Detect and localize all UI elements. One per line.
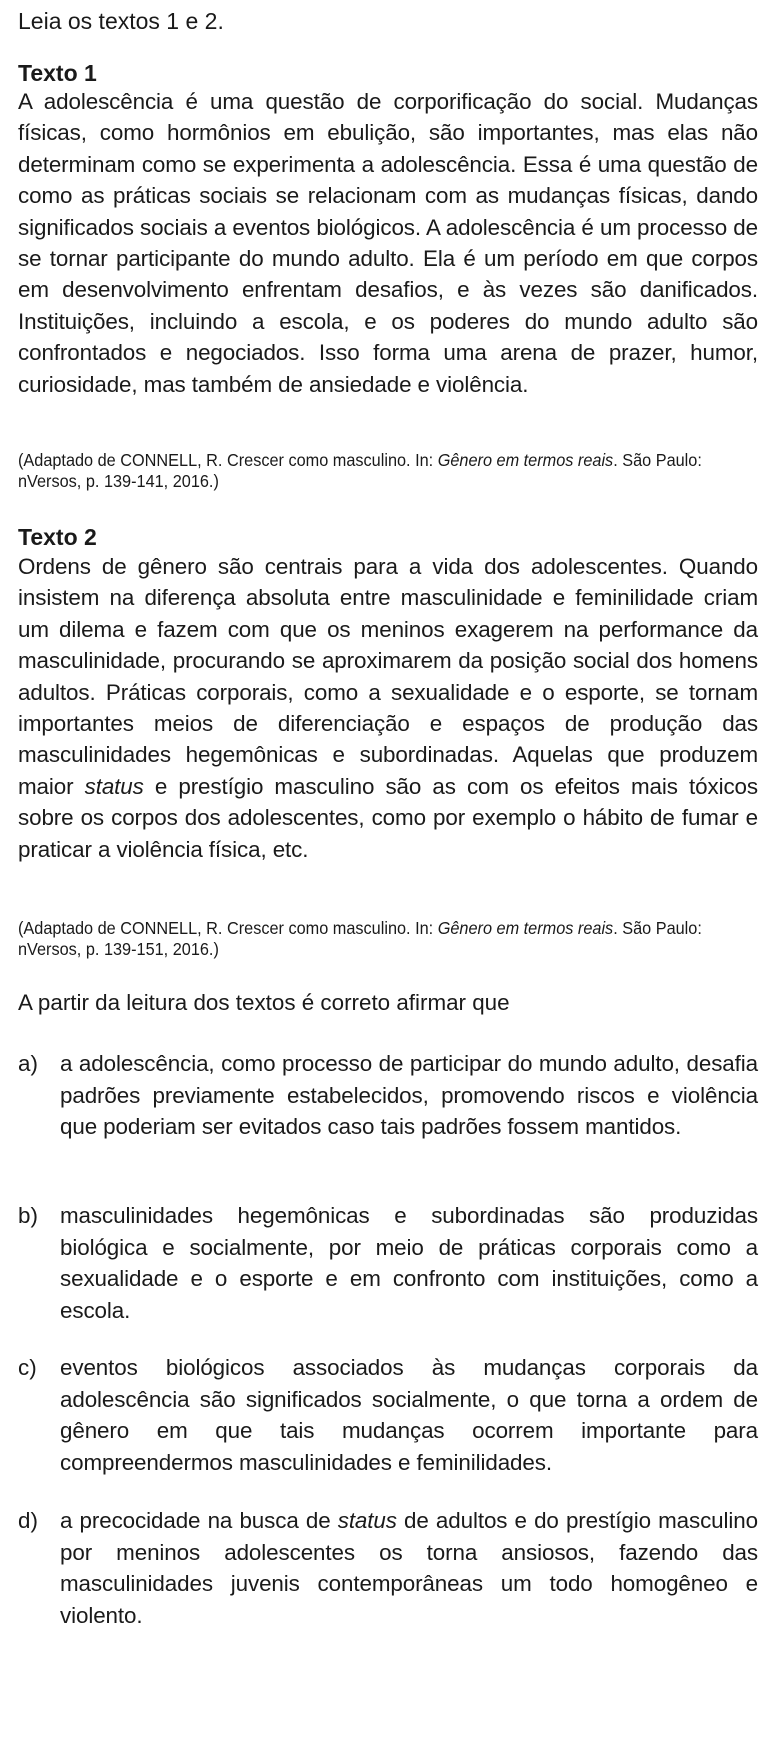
option-d-text-italic: status	[337, 1508, 397, 1533]
option-d-letter: d)	[18, 1508, 38, 1533]
texto1-source	[18, 450, 757, 492]
texto1-title: Texto 1	[18, 60, 97, 86]
option-b-text: masculinidades hegemônicas e subordinadas são produzidas biológica e socialmente, por meio de práticas corporais como a sexualidade e o esporte e em confronto com instituições, como a escola.	[60, 1203, 758, 1323]
texto1-source-work: Gênero em termos reais	[437, 450, 614, 470]
option-a-text: a adolescência, como processo de participar do mundo adulto, desafia padrões previamente estabelecidos, promovendo riscos e violência que poderiam ser evitados caso tais padrões fossem mantidos.	[60, 1051, 758, 1139]
texto2-title: Texto 2	[18, 524, 97, 550]
option-d-text	[60, 1505, 758, 1631]
option-d-text-after: de adultos e do prestígio masculino por meninos adolescentes os torna ansiosos, fazendo das masculinidades juvenis contemporâneas um todo homogêneo e violento.	[60, 1508, 758, 1628]
texto2-body-after: e prestígio masculino são as com os efeitos mais tóxicos sobre os corpos dos adolescentes, como por exemplo o hábito de fumar e praticar a violência física, etc.	[18, 773, 758, 862]
texto1-source-prefix: (Adaptado de CONNELL, R. Crescer como masculino. In:	[18, 450, 438, 470]
texto1-body: A adolescência é uma questão de corporificação do social. Mudanças físicas, como hormônios em ebulição, são importantes, mas elas não determinam como se experimenta a adolescência. Essa é uma questão de como as práticas sociais se relacionam com as mudanças físicas, dando significados sociais a eventos biológicos. A adolescência é um processo de se tornar participante do mundo adulto. Ela é um período em que corpos em desenvolvimento enfrentam desafios, e às vezes são danificados. Instituições, incluindo a escola, e os poderes do mundo adulto são confrontados e negociados. Isso forma uma arena de prazer, humor, curiosidade, mas também de ansiedade e violência.	[18, 89, 758, 397]
texto2-body-italic: status	[84, 773, 144, 799]
texto2-source-work: Gênero em termos reais	[437, 918, 614, 938]
texto2-body-before: Ordens de gênero são centrais para a vida dos adolescentes. Quando insistem na diferença absoluta entre masculinidade e feminilidade criam um dilema e fazem com que os meninos exagerem na performance da masculinidade, procurando se aproximarem da posição social dos homens adultos. Práticas corporais, como a sexualidade e o esporte, se tornam importantes meios de diferenciação e espaços de produção das masculinidades hegemônicas e subordinadas. Aquelas que produzem maior	[18, 554, 758, 799]
intro-instruction: Leia os textos 1 e 2.	[18, 8, 224, 34]
texto2-source	[18, 918, 757, 960]
texto2-source-suffix: . São Paulo: nVersos, p. 139-151, 2016.)	[18, 918, 702, 959]
option-c-text: eventos biológicos associados às mudanças corporais da adolescência são significados socialmente, o que torna a ordem de gênero em que tais mudanças ocorrem importante para compreendermos masculinidades e feminilidades.	[60, 1355, 758, 1475]
texto1-source-suffix: . São Paulo: nVersos, p. 139-141, 2016.)	[18, 450, 702, 491]
texto2-source-prefix: (Adaptado de CONNELL, R. Crescer como masculino. In:	[18, 918, 438, 938]
question-stem: A partir da leitura dos textos é correto afirmar que	[18, 990, 510, 1015]
option-b-letter: b)	[18, 1203, 38, 1228]
option-a-letter: a)	[18, 1051, 38, 1076]
texto2-body	[18, 551, 758, 865]
option-d-text-before: a precocidade na busca de	[60, 1508, 338, 1533]
option-c-letter: c)	[18, 1355, 37, 1380]
